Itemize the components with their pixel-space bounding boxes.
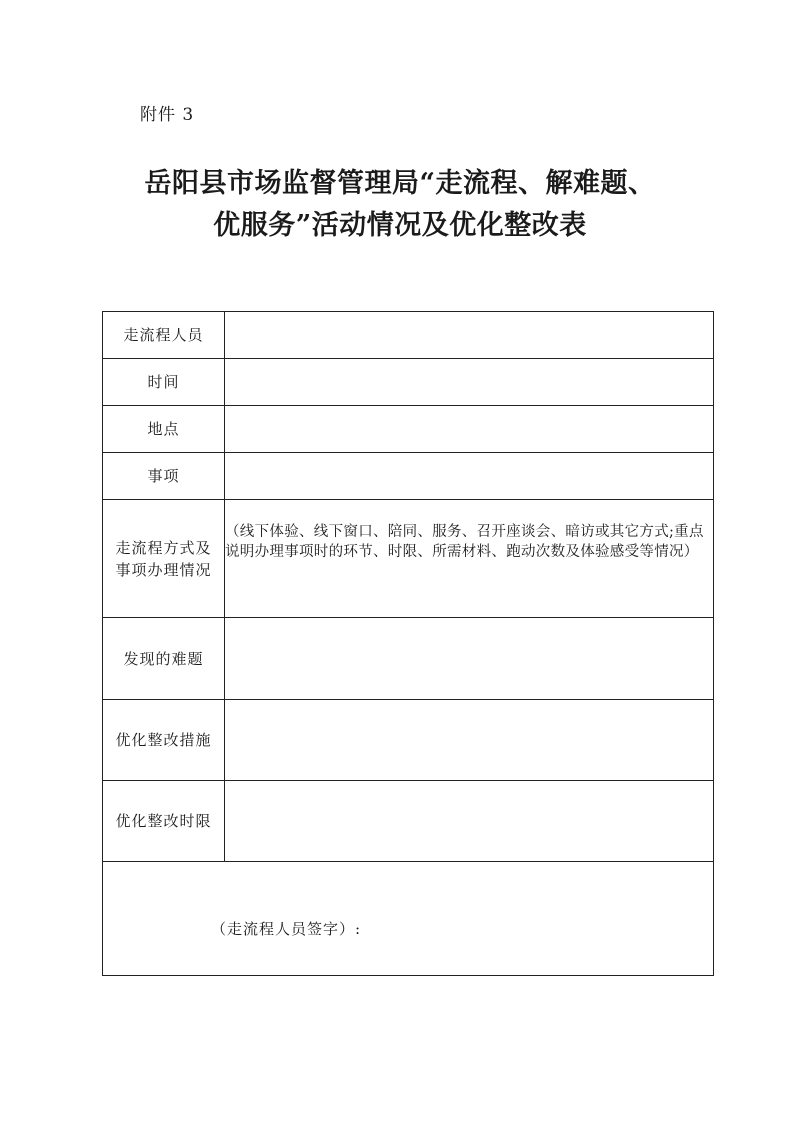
row-location <box>103 406 714 453</box>
time-label: 时间 <box>103 359 225 406</box>
location-label: 地点 <box>103 406 225 453</box>
row-matter <box>103 453 714 500</box>
measures-label: 优化整改措施 <box>103 700 225 781</box>
attachment-label: 附件 3 <box>140 105 195 125</box>
method-label-line-2: 事项办理情况 <box>115 560 212 579</box>
row-signature <box>103 862 714 976</box>
time-field[interactable] <box>225 359 714 406</box>
row-problems <box>103 618 714 700</box>
document-title <box>80 163 720 247</box>
measures-field[interactable] <box>225 700 714 781</box>
title-line-2: 优服务”活动情况及优化整改表 <box>213 210 587 241</box>
personnel-label: 走流程人员 <box>103 312 225 359</box>
personnel-field[interactable] <box>225 312 714 359</box>
row-measures <box>103 700 714 781</box>
method-label-line-1: 走流程方式及 <box>115 538 212 557</box>
method-field[interactable]: （线下体验、线下窗口、陪同、服务、召开座谈会、暗访或其它方式;重点说明办理事项时的环节、时限、所需材料、跑动次数及体验感受等情况） <box>225 500 714 618</box>
matter-label: 事项 <box>103 453 225 500</box>
row-personnel <box>103 312 714 359</box>
row-deadline <box>103 781 714 862</box>
row-time <box>103 359 714 406</box>
problems-label: 发现的难题 <box>103 618 225 700</box>
deadline-label: 优化整改时限 <box>103 781 225 862</box>
deadline-field[interactable] <box>225 781 714 862</box>
location-field[interactable] <box>225 406 714 453</box>
signature-cell[interactable] <box>103 862 714 976</box>
process-form-table <box>102 311 714 976</box>
title-line-1: 岳阳县市场监督管理局“走流程、解难题、 <box>144 168 656 199</box>
problems-field[interactable] <box>225 618 714 700</box>
matter-field[interactable] <box>225 453 714 500</box>
row-method <box>103 500 714 618</box>
method-label <box>103 500 225 618</box>
signature-label: （走流程人员签字）: <box>211 920 362 938</box>
